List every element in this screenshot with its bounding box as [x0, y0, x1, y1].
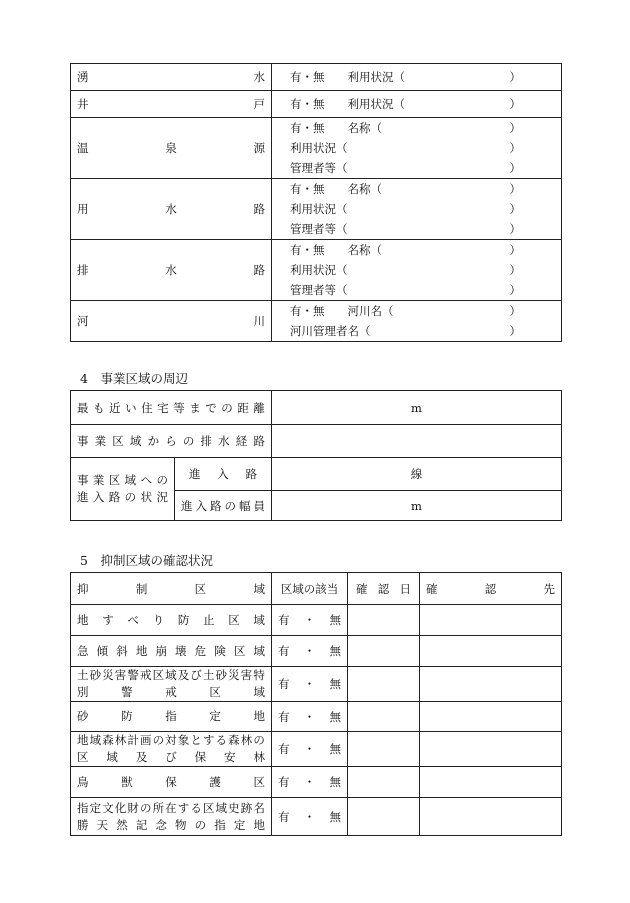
water-sources-table	[70, 63, 562, 342]
label-char: も	[93, 400, 105, 415]
label-char: 泉	[165, 141, 177, 155]
water-source-detail[interactable]	[272, 64, 562, 91]
detail-close-paren: ）	[509, 121, 521, 135]
label-char: 入	[195, 498, 207, 513]
confirm-date-cell[interactable]	[348, 605, 420, 636]
area-char: 指	[77, 800, 89, 815]
area-name	[71, 667, 272, 702]
confirm-date-cell[interactable]	[348, 667, 420, 702]
label-char: 入	[217, 467, 229, 481]
area-char: べ	[127, 612, 139, 627]
separator: ・	[303, 644, 316, 658]
unit-m: m	[411, 400, 422, 415]
area-char: 区	[228, 612, 240, 627]
area-char: 然	[116, 817, 128, 832]
detail-text: 有・無 利用状況（	[290, 70, 405, 84]
detail-close-paren: ）	[509, 70, 521, 84]
area-char: 及	[135, 750, 148, 764]
area-char: 記	[135, 817, 148, 832]
area-char: 防	[177, 612, 190, 627]
applicable-yes-no[interactable]	[272, 636, 348, 667]
area-char: 地	[253, 709, 265, 723]
detail-text: 利用状況（	[290, 202, 348, 216]
area-char: 防	[121, 709, 133, 723]
water-source-detail[interactable]	[272, 301, 562, 342]
header-char: 日	[399, 581, 411, 596]
label-char: 員	[253, 498, 265, 513]
detail-line	[290, 240, 521, 260]
area-char: 警	[121, 685, 133, 699]
road-value[interactable]	[272, 458, 562, 491]
area-char: 傾	[96, 643, 109, 658]
area-char: の	[152, 733, 165, 747]
area-char: 急	[77, 643, 89, 658]
label-char: 路	[253, 202, 265, 216]
water-source-label	[71, 240, 272, 301]
detail-text: 管理者等（	[290, 283, 348, 297]
drain-route-value[interactable]	[272, 425, 562, 458]
confirm-contact-cell[interactable]	[420, 767, 562, 798]
no-option: 無	[329, 709, 341, 724]
area-char: 森	[228, 733, 240, 747]
label-char: で	[205, 400, 217, 415]
header-row	[71, 573, 562, 605]
detail-line	[290, 67, 521, 87]
area-char: 区	[77, 750, 89, 764]
area-char: 域	[253, 685, 265, 699]
road-label	[175, 458, 272, 491]
area-name	[71, 732, 272, 767]
confirm-date-cell[interactable]	[348, 798, 420, 836]
no-option: 無	[329, 613, 341, 627]
label-char: 進	[77, 490, 89, 504]
area-char: 域	[215, 800, 228, 815]
area-name	[71, 636, 272, 667]
restricted-area-row	[71, 732, 562, 767]
area-char: の	[139, 800, 152, 815]
unit-line: 線	[410, 467, 423, 481]
separator: ・	[303, 742, 316, 756]
restricted-area-row	[71, 636, 562, 667]
area-char: の	[194, 817, 207, 832]
confirm-contact-cell[interactable]	[420, 636, 562, 667]
detail-line	[290, 94, 521, 114]
area-char: 戒	[139, 668, 152, 682]
area-char: 域	[253, 643, 265, 658]
label-char: 湧	[77, 70, 89, 84]
area-char: 史	[228, 800, 240, 815]
area-name	[71, 605, 272, 636]
area-char: 険	[214, 643, 226, 658]
label-char: 川	[253, 314, 265, 328]
label-char: 進	[189, 467, 201, 481]
yes-option: 有	[278, 613, 290, 627]
label-char: 水	[218, 434, 230, 448]
area-char: 域	[253, 612, 265, 627]
area-char: の	[253, 733, 265, 747]
detail-text: 河川管理者名（	[290, 324, 371, 338]
area-char: 警	[127, 668, 139, 682]
detail-line	[290, 118, 521, 138]
area-char: 止	[203, 612, 215, 627]
area-char: 跡	[240, 800, 253, 815]
applicable-yes-no[interactable]	[272, 667, 348, 702]
label-char: 区	[108, 473, 121, 487]
label-char: 源	[253, 141, 265, 155]
area-char: 土	[202, 668, 215, 682]
no-option: 無	[329, 644, 341, 658]
header-char: 抑	[77, 581, 89, 596]
unit-m: m	[411, 498, 422, 513]
area-char: 壊	[175, 643, 187, 658]
area-char: 指	[165, 709, 177, 723]
detail-line	[290, 260, 521, 280]
area-char: す	[102, 612, 114, 627]
detail-close-paren: ）	[509, 202, 521, 216]
area-char: 名	[253, 800, 265, 815]
header-char: 確	[426, 581, 438, 596]
area-char: 災	[102, 668, 114, 682]
detail-line	[290, 199, 521, 219]
area-char: 定	[209, 709, 221, 723]
label-char: 幅	[239, 498, 251, 513]
label-char: 域	[124, 473, 137, 487]
label-char: の	[224, 498, 236, 513]
water-row	[71, 91, 562, 118]
detail-line	[290, 138, 521, 158]
area-char: す	[202, 733, 215, 747]
header-date	[348, 573, 420, 605]
detail-close-paren: ）	[509, 182, 521, 196]
area-char: 在	[165, 800, 177, 815]
nearest-house-value[interactable]	[272, 391, 562, 425]
label-char: 路	[108, 490, 121, 504]
separator: ・	[303, 709, 316, 724]
yes-option: 有	[278, 809, 290, 824]
confirm-contact-cell[interactable]	[420, 798, 562, 836]
area-char: る	[190, 800, 202, 815]
label-char: 排	[77, 263, 89, 277]
yes-option: 有	[278, 677, 290, 691]
area-char: 鳥	[77, 774, 89, 789]
label-char: 路	[253, 434, 265, 448]
water-row	[71, 118, 562, 179]
water-source-detail[interactable]	[272, 91, 562, 118]
area-char: 化	[114, 800, 127, 815]
applicable-yes-no[interactable]	[272, 767, 348, 798]
label-char: 業	[92, 473, 105, 487]
area-char: 害	[240, 668, 253, 682]
detail-close-paren: ）	[509, 243, 521, 257]
road-width-label	[175, 491, 272, 521]
water-source-label	[71, 301, 272, 342]
detail-text: 有・無 名称（	[290, 182, 382, 196]
label-char: 距	[237, 400, 249, 415]
area-char: 保	[165, 774, 177, 789]
area-name	[71, 798, 272, 836]
area-char: 安	[224, 750, 236, 764]
area-char: 地	[77, 733, 89, 747]
separator: ・	[303, 775, 316, 789]
area-char: 林	[114, 733, 127, 747]
label-char: 事	[77, 473, 89, 487]
area-char: 砂	[77, 709, 89, 723]
applicable-yes-no[interactable]	[272, 798, 348, 836]
no-option: 無	[329, 677, 341, 691]
area-char: 災	[228, 668, 240, 682]
label-char: 水	[253, 70, 265, 84]
area-char: 区	[209, 685, 221, 699]
header-char: 認	[377, 581, 390, 596]
detail-close-paren: ）	[509, 263, 521, 277]
area-char: 区	[233, 643, 246, 658]
area-char: 画	[139, 733, 152, 747]
area-char: 域	[89, 733, 102, 747]
label-char: 入	[92, 490, 105, 504]
area-char: 崩	[155, 643, 167, 658]
detail-close-paren: ）	[509, 304, 521, 318]
separator: ・	[303, 677, 316, 691]
confirm-contact-cell[interactable]	[420, 667, 562, 702]
drain-route-label	[71, 425, 272, 458]
label-char: 区	[112, 434, 124, 448]
label-char: 排	[200, 434, 212, 448]
area-char: る	[215, 733, 228, 747]
area-name	[71, 702, 272, 732]
area-char: す	[177, 800, 190, 815]
area-char: 戒	[165, 685, 177, 699]
label-char: 進	[181, 498, 193, 513]
water-source-label	[71, 91, 272, 118]
label-char: 業	[94, 434, 107, 448]
water-row	[71, 301, 562, 342]
header-area	[71, 573, 272, 605]
label-char: 近	[109, 400, 121, 415]
label-char: の	[221, 400, 233, 415]
label-char: か	[147, 434, 160, 448]
label-char: 域	[129, 434, 142, 448]
detail-text: 有・無 利用状況（	[290, 97, 405, 111]
water-source-detail[interactable]	[272, 118, 562, 179]
area-char: 計	[127, 733, 139, 747]
area-char: 定	[89, 800, 102, 815]
separator: ・	[303, 613, 316, 627]
section-5-heading: 5 抑制区域の確認状況	[80, 553, 213, 568]
area-char: 保	[194, 750, 207, 764]
separator: ・	[303, 809, 316, 824]
confirm-contact-cell[interactable]	[420, 702, 562, 732]
label-char: 宅	[157, 400, 169, 415]
label-char: の	[156, 473, 168, 487]
applicable-yes-no[interactable]	[272, 605, 348, 636]
detail-close-paren: ）	[509, 283, 521, 297]
label-char: 最	[77, 400, 89, 415]
confirm-date-cell[interactable]	[348, 732, 420, 767]
water-row	[71, 179, 562, 240]
water-row	[71, 240, 562, 301]
area-char: 財	[127, 800, 139, 815]
area-char: 物	[175, 817, 187, 832]
label-char: 路	[245, 467, 257, 481]
area-char: 域	[106, 750, 118, 764]
area-char: 砂	[215, 668, 228, 682]
yes-option: 有	[278, 742, 290, 756]
area-char: 定	[233, 817, 246, 832]
label-char: 井	[77, 97, 89, 111]
area-char: 森	[102, 733, 114, 747]
restricted-area-row	[71, 605, 562, 636]
area-char: り	[152, 612, 165, 627]
area-char: 林	[240, 733, 253, 747]
yes-option: 有	[278, 775, 290, 789]
area-char: 獣	[121, 774, 133, 789]
label-char: 水	[165, 263, 177, 277]
area-char: 区	[253, 774, 265, 789]
confirm-contact-cell[interactable]	[420, 732, 562, 767]
section-4-heading: 4 事業区域の周辺	[80, 371, 188, 386]
surroundings-table	[70, 390, 562, 521]
applicable-yes-no[interactable]	[272, 702, 348, 732]
detail-text: 有・無 河川名（	[290, 304, 394, 318]
area-char: 護	[209, 774, 221, 789]
detail-line	[290, 280, 521, 300]
label-char: の	[182, 434, 195, 448]
label-char: 経	[235, 434, 248, 448]
label-char: 戸	[253, 97, 265, 111]
header-char: 区	[194, 581, 207, 596]
detail-text: 有・無 名称（	[290, 121, 382, 135]
water-source-detail[interactable]	[272, 240, 562, 301]
no-option: 無	[329, 809, 341, 824]
road-width-value[interactable]	[272, 491, 562, 521]
label-char: 水	[165, 202, 177, 216]
header-char: 確	[356, 581, 368, 596]
label-char: ま	[189, 400, 201, 415]
detail-line	[290, 321, 521, 341]
header-char: 制	[135, 581, 148, 596]
water-source-detail[interactable]	[272, 179, 562, 240]
area-char: 及	[177, 668, 190, 682]
header-contact	[420, 573, 562, 605]
area-char: 別	[77, 685, 89, 699]
no-option: 無	[329, 742, 341, 756]
area-char: 区	[152, 668, 165, 682]
area-char: び	[165, 750, 177, 764]
detail-close-paren: ）	[509, 161, 521, 175]
detail-line	[290, 179, 521, 199]
area-char: 区	[202, 800, 215, 815]
applicable-yes-no[interactable]	[272, 732, 348, 767]
detail-text: 有・無 名称（	[290, 243, 382, 257]
label-char: へ	[140, 473, 153, 487]
detail-close-paren: ）	[509, 222, 521, 236]
detail-text: 利用状況（	[290, 141, 348, 155]
water-source-label	[71, 64, 272, 91]
water-source-label	[71, 179, 272, 240]
area-char: 対	[165, 733, 177, 747]
area-name	[71, 767, 272, 798]
label-char: 離	[253, 400, 265, 415]
detail-close-paren: ）	[509, 324, 521, 338]
area-char: 域	[165, 668, 177, 682]
area-char: と	[190, 733, 202, 747]
label-char: 事	[77, 434, 89, 448]
area-char: 土	[77, 668, 89, 682]
label-char: 等	[173, 400, 185, 415]
restricted-areas-table	[70, 572, 562, 836]
header-char: 認	[484, 581, 497, 596]
detail-text: 管理者等（	[290, 222, 348, 236]
area-char: 象	[177, 733, 190, 747]
area-char: び	[190, 668, 202, 682]
label-char: い	[125, 400, 137, 415]
area-char: 地	[253, 817, 265, 832]
area-char: 勝	[77, 817, 89, 832]
label-char: 住	[141, 400, 153, 415]
restricted-area-row	[71, 667, 562, 702]
access-road-label	[71, 458, 175, 521]
label-char: の	[124, 490, 137, 504]
water-row	[71, 64, 562, 91]
detail-text: 管理者等（	[290, 161, 348, 175]
label-char: 温	[77, 141, 89, 155]
detail-close-paren: ）	[509, 141, 521, 155]
restricted-area-row	[71, 798, 562, 836]
detail-line	[290, 301, 521, 321]
label-char: 状	[140, 490, 153, 504]
no-option: 無	[329, 775, 341, 789]
detail-close-paren: ）	[509, 97, 521, 111]
confirm-date-cell[interactable]	[348, 702, 420, 732]
restricted-area-row	[71, 702, 562, 732]
nearest-house-label	[71, 391, 272, 425]
confirm-date-cell[interactable]	[348, 767, 420, 798]
label-char: 路	[210, 498, 222, 513]
detail-line	[290, 219, 521, 239]
label-char: 河	[77, 314, 89, 328]
area-char: 砂	[89, 668, 102, 682]
area-char: 天	[96, 817, 109, 832]
confirm-date-cell[interactable]	[348, 636, 420, 667]
area-char: 地	[135, 643, 148, 658]
label-char: 路	[253, 263, 265, 277]
header-applicable: 区域の該当	[272, 573, 348, 605]
area-char: 文	[102, 800, 114, 815]
header-char: 域	[253, 581, 265, 596]
header-char: 先	[543, 581, 555, 596]
area-char: 地	[77, 612, 89, 627]
water-source-label	[71, 118, 272, 179]
yes-option: 有	[278, 709, 290, 724]
area-char: 危	[194, 643, 207, 658]
label-char: 用	[77, 202, 89, 216]
area-char: 念	[155, 817, 167, 832]
area-char: 指	[214, 817, 226, 832]
area-char: 害	[114, 668, 127, 682]
label-char: ら	[165, 434, 177, 448]
yes-option: 有	[278, 644, 290, 658]
label-char: 況	[156, 490, 168, 504]
confirm-contact-cell[interactable]	[420, 605, 562, 636]
area-char: 林	[253, 750, 265, 764]
area-char: 特	[253, 668, 265, 682]
detail-text: 利用状況（	[290, 263, 348, 277]
detail-line	[290, 158, 521, 178]
restricted-area-row	[71, 767, 562, 798]
area-char: 斜	[116, 643, 128, 658]
area-char: 所	[152, 800, 165, 815]
